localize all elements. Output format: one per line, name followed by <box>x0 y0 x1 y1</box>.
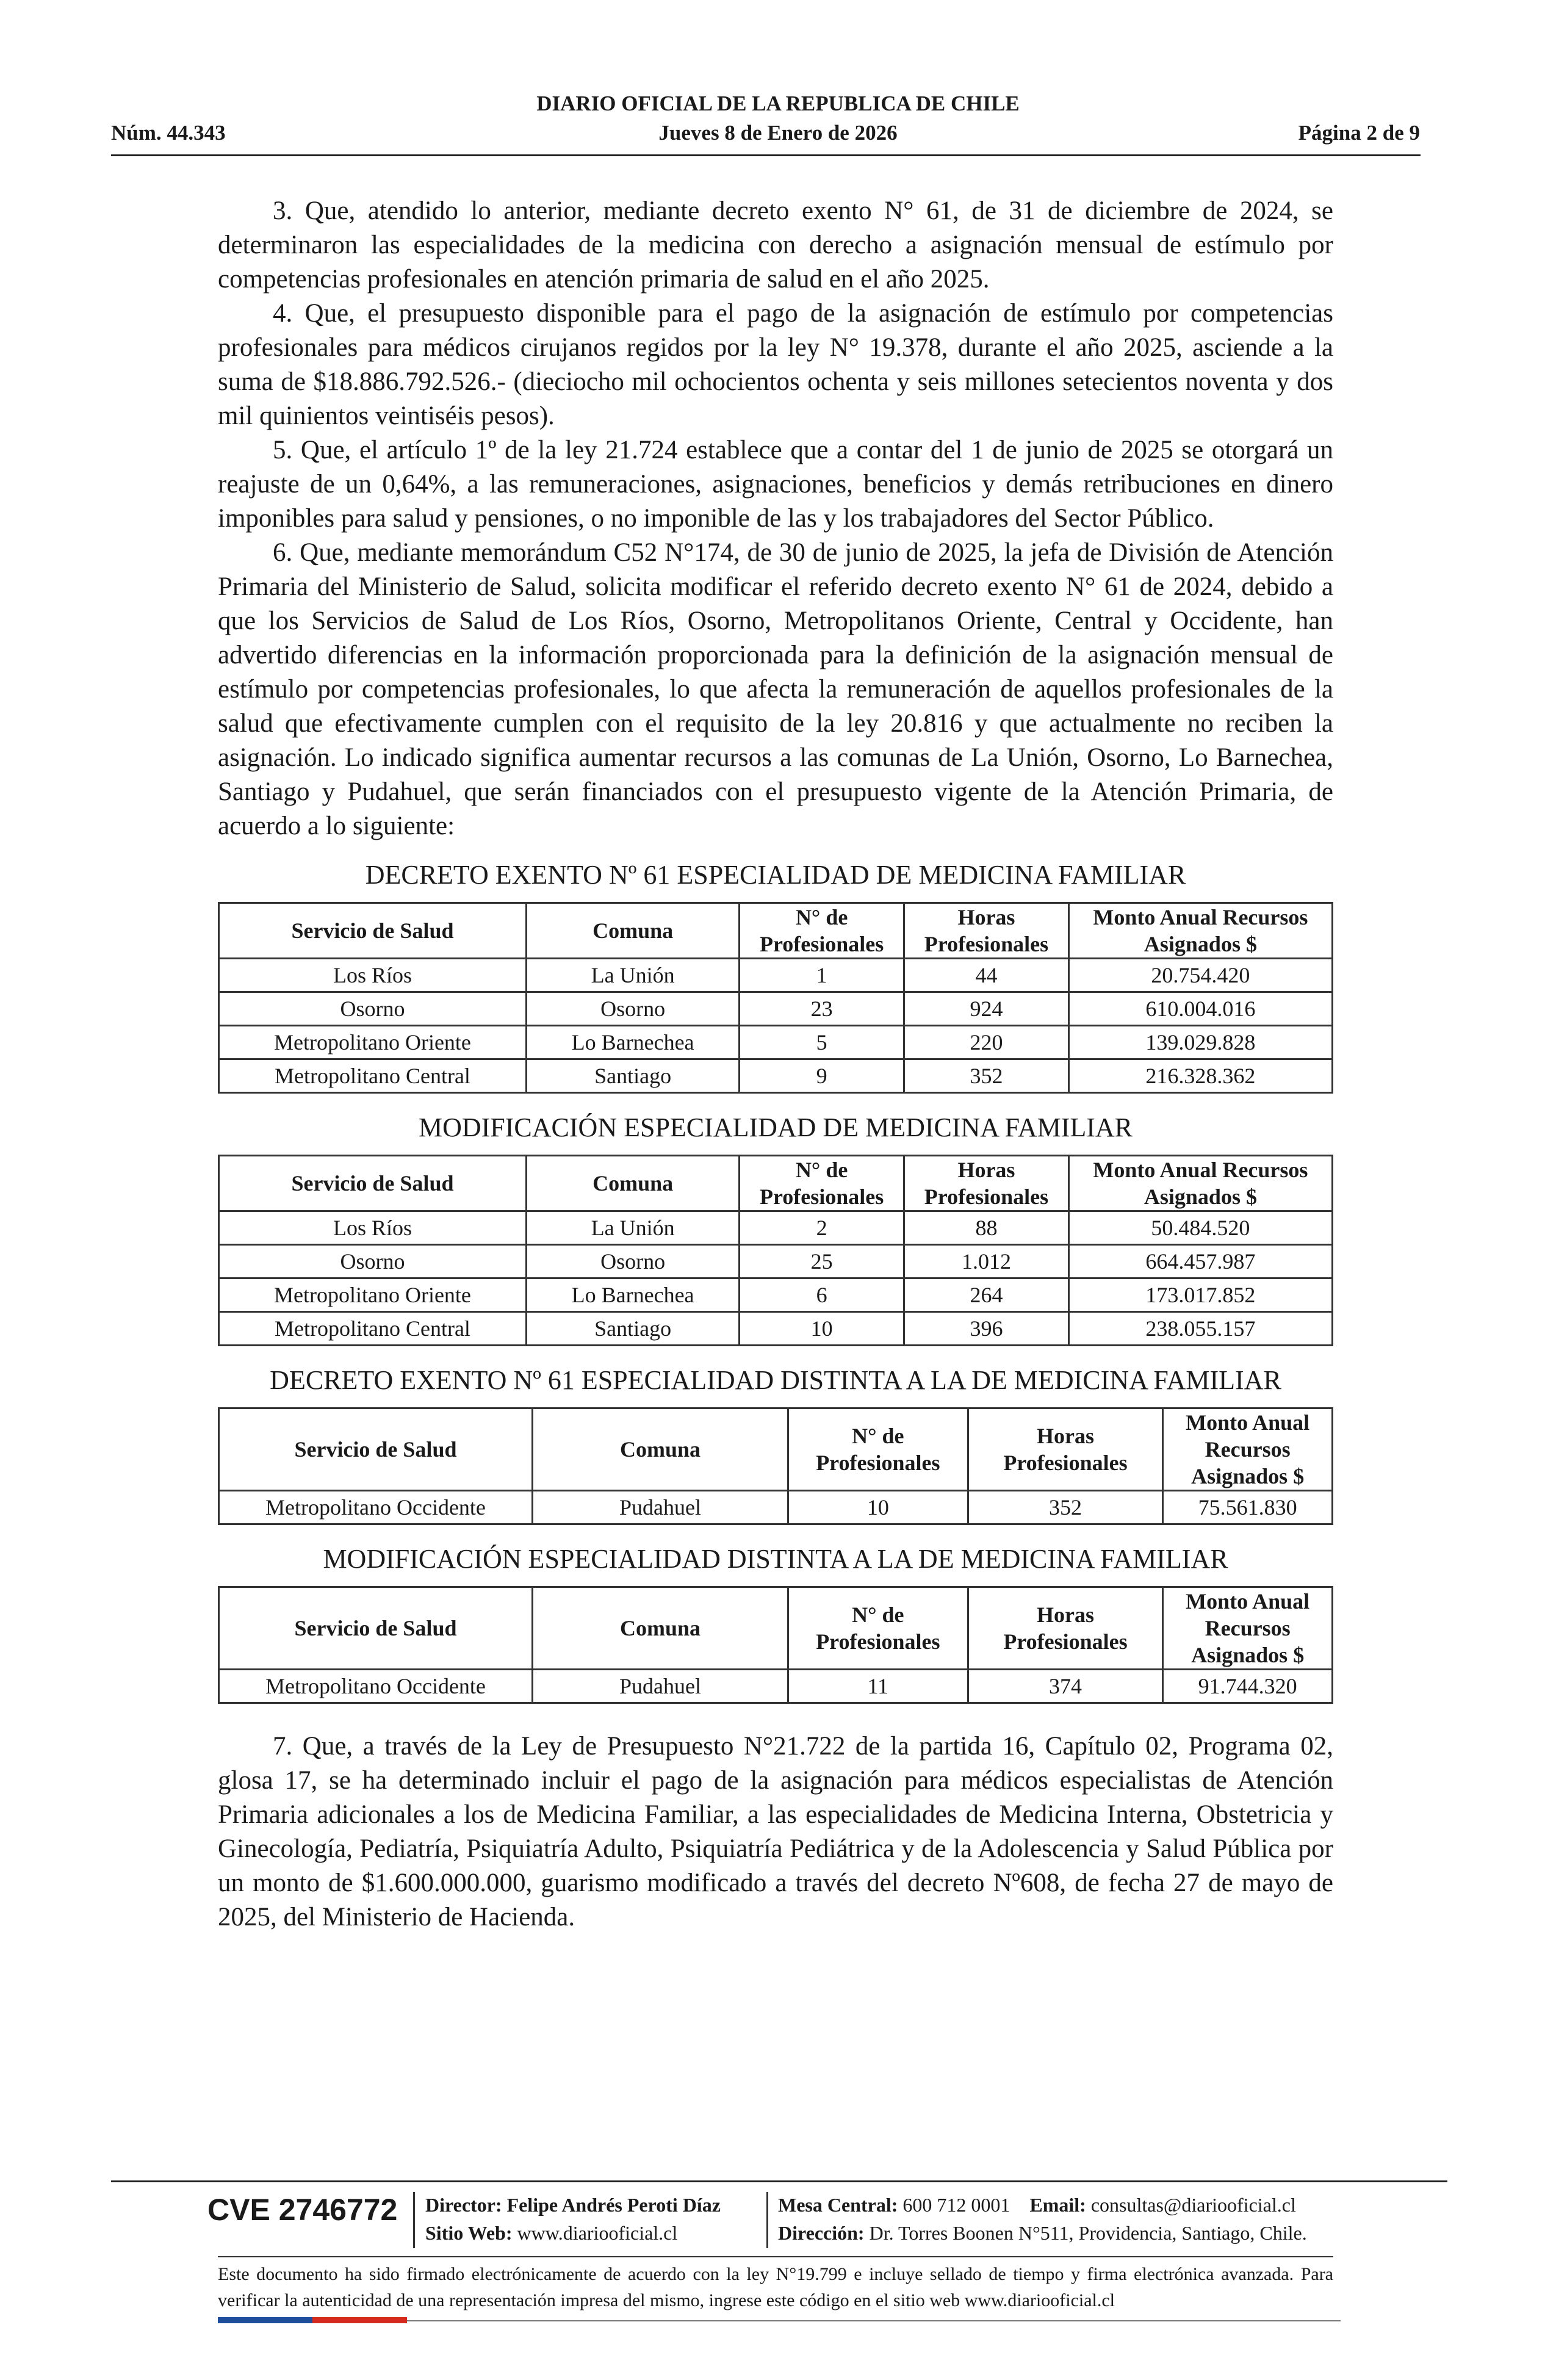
table-row <box>219 992 1333 1026</box>
footer-contact-left <box>425 2191 721 2247</box>
col-servicio: Servicio de Salud <box>219 1156 527 1211</box>
col-profesionales: N° de Profesionales <box>788 1408 968 1491</box>
footer-divider <box>111 2180 1447 2182</box>
col-horas: Horas Profesionales <box>968 1587 1163 1670</box>
table-2 <box>218 1155 1333 1346</box>
cell: Osorno <box>526 1245 739 1278</box>
cell: Osorno <box>219 992 527 1026</box>
address-line <box>778 2219 1307 2247</box>
col-monto: Monto Anual Recursos Asignados $ <box>1163 1587 1333 1670</box>
cell: 216.328.362 <box>1068 1059 1332 1093</box>
cell: 220 <box>904 1026 1069 1059</box>
col-comuna: Comuna <box>532 1408 788 1491</box>
header-divider <box>111 154 1421 156</box>
cell: 139.029.828 <box>1068 1026 1332 1059</box>
col-servicio: Servicio de Salud <box>219 903 527 959</box>
cell: 374 <box>968 1670 1163 1703</box>
paragraph-6: 6. Que, mediante memorándum C52 N°174, de 30 de junio de 2025, la jefa de División de Atención Primaria del Ministerio de Salud, solicita modificar el referido decreto exento N° 61 de 2024, debido a que los Servicios de Salud de Los Ríos, Osorno, Metropolitanos Oriente, Central y Occidente, han advertido diferencias en la información proporcionada para la definición de la asignación mensual de estímulo por competencias profesionales, lo que afecta la remuneración de aquellos profesionales de la salud que efectivamente cumplen con el requisito de la ley 20.816 y que actualmente no reciben la asignación. Lo indicado significa aumentar recursos a las comunas de La Unión, Osorno, Lo Barnechea, Santiago y Pudahuel, que serán financiados con el presupuesto vigente de la Atención Primaria, de acuerdo a lo siguiente: <box>218 538 1333 840</box>
table-row <box>219 959 1333 992</box>
table-1 <box>218 902 1333 1094</box>
cell: Los Ríos <box>219 959 527 992</box>
table-1-caption: DECRETO EXENTO Nº 61 ESPECIALIDAD DE MEDICINA FAMILIAR <box>365 860 1186 890</box>
gazette-title: DIARIO OFICIAL DE LA REPUBLICA DE CHILE <box>536 92 1020 115</box>
table-row <box>219 1312 1333 1346</box>
footer-separator <box>766 2192 768 2248</box>
cell: Metropolitano Occidente <box>219 1670 533 1703</box>
website-line <box>425 2219 721 2247</box>
cell: Los Ríos <box>219 1211 527 1245</box>
cell: Metropolitano Oriente <box>219 1278 527 1312</box>
cell: Lo Barnechea <box>526 1278 739 1312</box>
cell: 50.484.520 <box>1068 1211 1332 1245</box>
cell: La Unión <box>526 959 739 992</box>
col-monto: Monto Anual Recursos Asignados $ <box>1068 903 1332 959</box>
col-comuna: Comuna <box>532 1587 788 1670</box>
cell: 1 <box>740 959 904 992</box>
cell: 88 <box>904 1211 1069 1245</box>
address-value: Dr. Torres Boonen N°511, Providencia, Santiago, Chile. <box>869 2222 1307 2244</box>
col-horas: Horas Profesionales <box>904 903 1069 959</box>
issue-number: Núm. 44.343 <box>111 121 226 145</box>
col-comuna: Comuna <box>526 1156 739 1211</box>
email-link[interactable]: consultas@diariooficial.cl <box>1090 2194 1296 2216</box>
cell: 11 <box>788 1670 968 1703</box>
table-row <box>219 1026 1333 1059</box>
signature-note: Este documento ha sido firmado electrónicamente de acuerdo con la ley N°19.799 e incluye sellado de tiempo y firma electrónica avanzada. Para verificar la autenticidad de una representación impresa del mismo, ingrese este código en el sitio web www.diariooficial.cl <box>218 2264 1333 2310</box>
table-header-row <box>219 1587 1333 1670</box>
table-header-row <box>219 1156 1333 1211</box>
table-row <box>219 1245 1333 1278</box>
cell: 91.744.320 <box>1163 1670 1333 1703</box>
phone-email-line <box>778 2191 1307 2219</box>
cell: Pudahuel <box>532 1670 788 1703</box>
cell: 2 <box>740 1211 904 1245</box>
cell: 924 <box>904 992 1069 1026</box>
cell: La Unión <box>526 1211 739 1245</box>
issue-date: Jueves 8 de Enero de 2026 <box>658 121 898 145</box>
col-servicio: Servicio de Salud <box>219 1408 533 1491</box>
document-body <box>218 194 1333 1935</box>
table-3-caption: DECRETO EXENTO Nº 61 ESPECIALIDAD DISTINTA A LA DE MEDICINA FAMILIAR <box>270 1365 1281 1395</box>
table-row <box>219 1059 1333 1093</box>
col-profesionales: N° de Profesionales <box>740 903 904 959</box>
paragraph-4: 4. Que, el presupuesto disponible para el pago de la asignación de estímulo por competencias profesionales para médicos cirujanos regidos por la ley N° 19.378, durante el año 2025, asciende a la suma de $18.886.792.526.- (dieciocho mil ochocientos ochenta y seis millones setecientos noventa y dos mil quinientos veintiséis pesos). <box>218 299 1333 430</box>
cell: Pudahuel <box>532 1491 788 1524</box>
cell: Metropolitano Central <box>219 1312 527 1346</box>
cell: 75.561.830 <box>1163 1491 1333 1524</box>
cell: 1.012 <box>904 1245 1069 1278</box>
cell: 352 <box>968 1491 1163 1524</box>
cell: 20.754.420 <box>1068 959 1332 992</box>
cell: Metropolitano Occidente <box>219 1491 533 1524</box>
website-label: Sitio Web: <box>425 2222 513 2244</box>
cell: Metropolitano Oriente <box>219 1026 527 1059</box>
paragraph-7: 7. Que, a través de la Ley de Presupuesto N°21.722 de la partida 16, Capítulo 02, Programa 02, glosa 17, se ha determinado incluir el pago de la asignación para médicos especialistas de Atención Primaria adicionales a los de Medicina Familiar, a las especialidades de Medicina Interna, Obstetricia y Ginecología, Pediatría, Psiquiatría Adulto, Psiquiatría Pediátrica y de la Adolescencia y Salud Pública por un monto de $1.600.000.000, guarismo modificado a través del decreto Nº608, de fecha 27 de mayo de 2025, del Ministerio de Hacienda. <box>218 1732 1333 1931</box>
mesa-phone: 600 712 0001 <box>902 2194 1010 2216</box>
col-comuna: Comuna <box>526 903 739 959</box>
cell: 44 <box>904 959 1069 992</box>
cell: 610.004.016 <box>1068 992 1332 1026</box>
cell: 352 <box>904 1059 1069 1093</box>
page-number: Página 2 de 9 <box>1298 121 1420 145</box>
col-monto: Monto Anual Recursos Asignados $ <box>1163 1408 1333 1491</box>
table-2-caption: MODIFICACIÓN ESPECIALIDAD DE MEDICINA FAMILIAR <box>418 1112 1133 1142</box>
footer-separator <box>413 2192 415 2248</box>
table-row <box>219 1278 1333 1312</box>
table-row <box>219 1670 1333 1703</box>
table-header-row <box>219 903 1333 959</box>
cell: 25 <box>740 1245 904 1278</box>
cell: 23 <box>740 992 904 1026</box>
cell: Lo Barnechea <box>526 1026 739 1059</box>
cell: 9 <box>740 1059 904 1093</box>
cell: 5 <box>740 1026 904 1059</box>
table-4 <box>218 1586 1333 1704</box>
cell: Santiago <box>526 1312 739 1346</box>
col-horas: Horas Profesionales <box>904 1156 1069 1211</box>
col-monto: Monto Anual Recursos Asignados $ <box>1068 1156 1332 1211</box>
address-label: Dirección: <box>778 2222 865 2244</box>
cell: 238.055.157 <box>1068 1312 1332 1346</box>
cell: Metropolitano Central <box>219 1059 527 1093</box>
col-profesionales: N° de Profesionales <box>788 1587 968 1670</box>
col-servicio: Servicio de Salud <box>219 1587 533 1670</box>
col-horas: Horas Profesionales <box>968 1408 1163 1491</box>
cell: 664.457.987 <box>1068 1245 1332 1278</box>
cell: 264 <box>904 1278 1069 1312</box>
director-line <box>425 2191 721 2219</box>
cell: Santiago <box>526 1059 739 1093</box>
director-name: Felipe Andrés Peroti Díaz <box>506 2194 721 2216</box>
col-profesionales: N° de Profesionales <box>740 1156 904 1211</box>
table-row <box>219 1491 1333 1524</box>
website-link[interactable]: www.diariooficial.cl <box>517 2222 678 2244</box>
cell: 173.017.852 <box>1068 1278 1332 1312</box>
cell: 10 <box>788 1491 968 1524</box>
table-3 <box>218 1407 1333 1525</box>
table-4-caption: MODIFICACIÓN ESPECIALIDAD DISTINTA A LA DE MEDICINA FAMILIAR <box>323 1544 1228 1574</box>
director-label: Director: <box>425 2194 502 2216</box>
paragraph-3: 3. Que, atendido lo anterior, mediante decreto exento N° 61, de 31 de diciembre de 2024, se determinaron las especialidades de la medicina con derecho a asignación mensual de estímulo por competencias profesionales en atención primaria de salud en el año 2025. <box>218 197 1333 294</box>
email-label: Email: <box>1029 2194 1086 2216</box>
cell: 10 <box>740 1312 904 1346</box>
footer-divider <box>218 2256 1333 2257</box>
table-header-row <box>219 1408 1333 1491</box>
mesa-label: Mesa Central: <box>778 2194 898 2216</box>
cell: Osorno <box>219 1245 527 1278</box>
cve-code: CVE 2746772 <box>207 2193 398 2227</box>
footer-contact-right <box>778 2191 1307 2247</box>
cell: 396 <box>904 1312 1069 1346</box>
flag-color-bar <box>218 2317 407 2323</box>
paragraph-5: 5. Que, el artículo 1º de la ley 21.724 establece que a contar del 1 de junio de 2025 se otorgará un reajuste de un 0,64%, a las remuneraciones, asignaciones, beneficios y demás retribuciones en dinero imponibles para salud y pensiones, o no imponible de las y los trabajadores del Sector Público. <box>218 436 1333 533</box>
flag-red-segment <box>312 2317 407 2323</box>
cell: Osorno <box>526 992 739 1026</box>
flag-blue-segment <box>218 2317 312 2323</box>
table-row <box>219 1211 1333 1245</box>
cell: 6 <box>740 1278 904 1312</box>
